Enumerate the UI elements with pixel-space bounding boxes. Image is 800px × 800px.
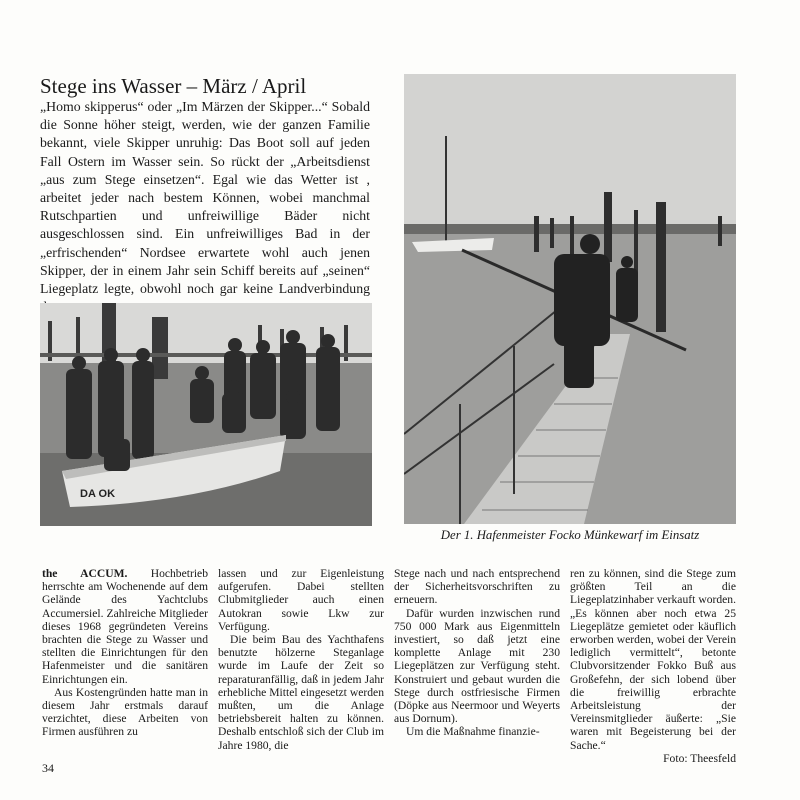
column-1-text: Hochbetrieb herrschte am Wochenende auf dem Gelände des Yachtclubs Accumersiel. Zahlreiche Mitglieder dieses 1968 gegründeten Vereins brachten die Stege zu Wasser und stellten die Einrichtungen für den Hafenmeister und die sanitären Einrichtungen ein. <box>42 567 208 686</box>
column-2-paragraph-2: Die beim Bau des Yachthafens benutzte hölzerne Steganlage wurde im Laufe der Zeit so reparaturanfällig, daß in jedem Jahr erhebliche Mittel eingesetzt werden mußten, um die Anlage betriebsbereit halten zu können. Deshalb entschloß sich der Club im Jahre 1980, die <box>218 633 384 752</box>
article-title: Stege ins Wasser – März / April <box>40 74 307 98</box>
column-3 <box>394 567 560 765</box>
dateline: the ACCUM. <box>42 567 128 580</box>
column-1-opening <box>42 567 208 686</box>
column-3-paragraph-2: Dafür wurden inzwischen rund 750 000 Mark aus Eigenmitteln investiert, so daß jetzt eine komplette Anlage mit 230 Liegeplätzen zur Verfügung steht. Konstruiert und gebaut wurden die Stege durch ostfriesische Firmen (Döpke aus Neermoor und Weyerts aus Dornum). <box>394 606 560 726</box>
page-number: 34 <box>42 761 54 775</box>
photo-credit: Foto: Theesfeld <box>663 751 736 765</box>
harbour-master-photo <box>404 74 736 524</box>
group-photo <box>40 303 372 526</box>
photo-caption: Der 1. Hafenmeister Focko Münkewarf im Einsatz <box>440 528 700 542</box>
column-3-paragraph-1: Stege nach und nach entsprechend der Sicherheitsvorschriften zu erneuern. <box>394 567 560 607</box>
column-2 <box>218 567 384 765</box>
column-2-paragraph-1: lassen und zur Eigenleistung aufgerufen. Dabei stellten Clubmitglieder auch einen Autokran sowie Lkw zur Verfügung. <box>218 567 384 633</box>
intro-paragraph: „Homo skipperus“ oder „Im Märzen der Skipper...“ Sobald die Sonne höher steigt, werden, wie der ganzen Familie bekannt, viele Skipper unruhig: Das Boot soll auf jeden Fall Ostern im Wasser sein. So rückt der „Arbeitsdienst „aus zum Stege einsetzen“. Egal wie das Wetter ist , arbeitet jeder nach bestem Können, wobei manchmal Rutschpartien und unfreiwillige Bäder nicht ausgeschlossen sind. Ein unfreiwilliges Bad in der „erfrischenden“ Nordsee erwartete wohl auch jenen Skipper, der in einem Jahr sein Schiff bereits auf „seinen“ Liegeplatz legte, obwohl noch gar keine Landverbindung <box>40 99 370 297</box>
column-4 <box>570 567 736 765</box>
column-4-paragraph-1: ren zu können, sind die Stege zum größten Teil an die Liegeplatzinhaber verkauft worden. „Es können aber noch etwa 25 Liegeplätze gemietet oder käuflich erworben werden, wobei der Verein lediglich vermittelt“, betonte Clubvorsitzender Fokko Buß aus Großefehn, der sich lobend über die freiwillig erbrachte Arbeitsleistung der Vereinsmitglieder äußerte: „Sie waren mit Begeisterung bei der Sache.“ <box>570 567 736 752</box>
intro-text <box>40 98 370 335</box>
boat-marking: DA OK <box>80 488 116 500</box>
article-body <box>42 567 736 765</box>
column-1-paragraph-2: Aus Kostengründen hatte man in diesem Jahr erstmals darauf verzichtet, diese Arbeiten von Firmen ausführen zu <box>42 685 208 739</box>
column-1 <box>42 567 208 765</box>
column-3-paragraph-3: Um die Maßnahme finanzie- <box>406 725 540 739</box>
